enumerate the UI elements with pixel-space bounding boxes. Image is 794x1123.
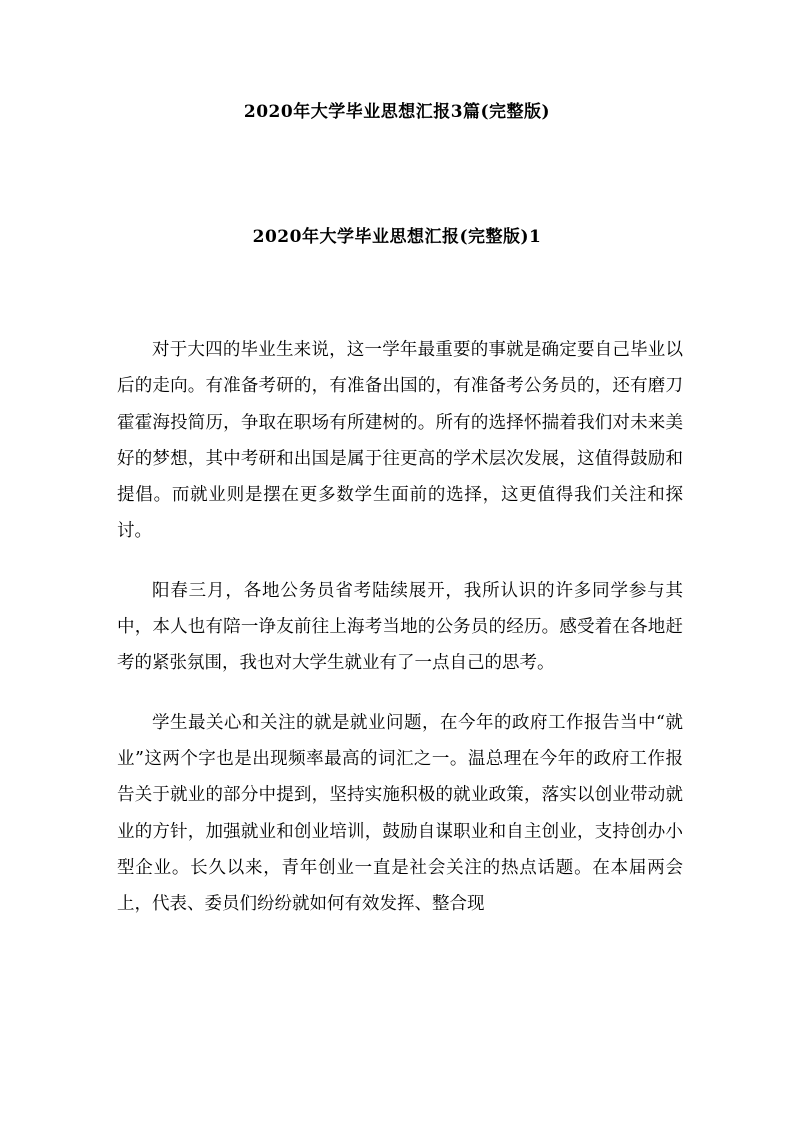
paragraph-3: 学生最关心和关注的就是就业问题，在今年的政府工作报告当中“就业”这两个字也是出现频率最高的词汇之一。温总理在今年的政府工作报告关于就业的部分中提到，坚持实施积极的就业政策，落实以创业带动就业的方针，加强就业和创业培训，鼓励自谋职业和自主创业，支持创办小型企业。长久以来，青年创业一直是社会关注的热点话题。在本届两会上，代表、委员们纷纷就如何有效发挥、整合现 bbox=[117, 712, 683, 915]
paragraph-1: 对于大四的毕业生来说，这一学年最重要的事就是确定要自己毕业以后的走向。有准备考研的，有准备出国的，有准备考公务员的，还有磨刀霍霍海投简历，争取在职场有所建树的。所有的选择怀揣着我们对未来美好的梦想，其中考研和出国是属于往更高的学术层次发展，这值得鼓励和提倡。而就业则是摆在更多数学生面前的选择，这更值得我们关注和探讨。 bbox=[117, 340, 683, 542]
document-title: 2020年大学毕业思想汇报3篇(完整版) bbox=[243, 102, 551, 122]
paragraph-2: 阳春三月，各地公务员省考陆续展开，我所认识的许多同学参与其中，本人也有陪一诤友前往上海考当地的公务员的经历。感受着在各地赶考的紧张氛围，我也对大学生就业有了一点自己的思考。 bbox=[117, 580, 683, 674]
section-title: 2020年大学毕业思想汇报(完整版)1 bbox=[252, 227, 542, 247]
document-body bbox=[117, 332, 683, 945]
